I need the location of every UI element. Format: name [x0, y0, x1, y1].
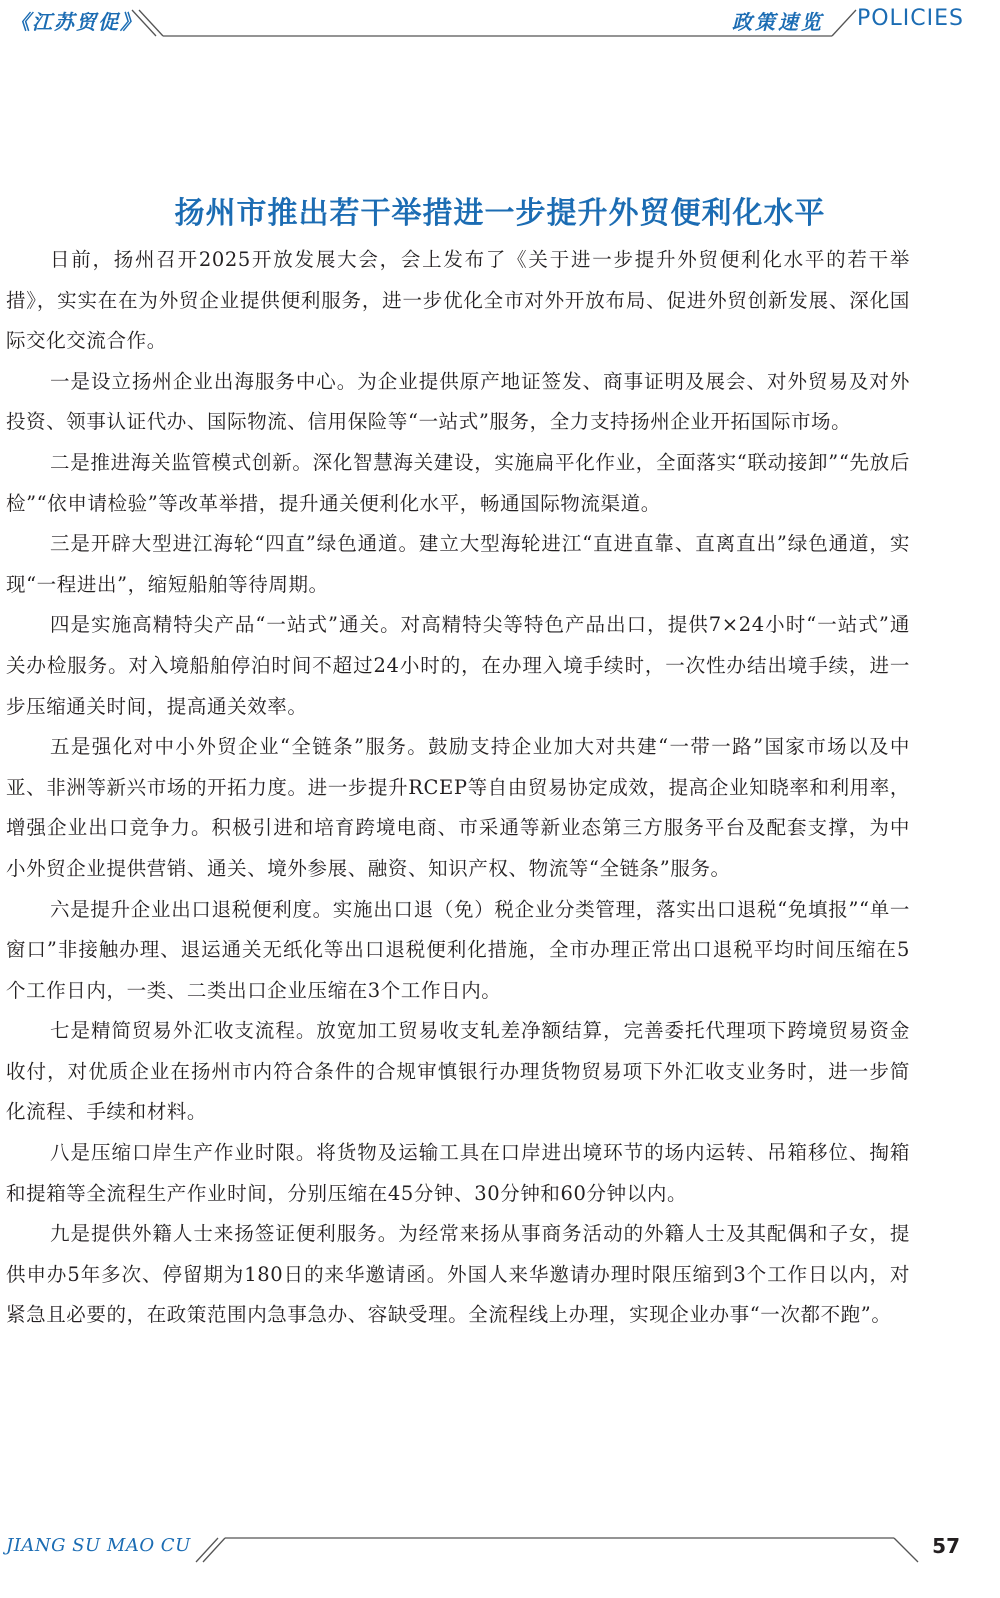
- article-paragraph: 九是提供外籍人士来扬签证便利服务。为经常来扬从事商务活动的外籍人士及其配偶和子女，提供申办5年多次、停留期为180日的来华邀请函。外国人来华邀请办理时限压缩到3个工作日以内，对紧急且必要的，在政策范围内急事急办、容缺受理。全流程线上办理，实现企业办事“一次都不跑”。: [6, 1222, 910, 1327]
- article-title: 扬州市推出若干举措进一步提升外贸便利化水平: [174, 196, 826, 232]
- article-body: [6, 240, 910, 1336]
- page-header: [0, 0, 1000, 50]
- page-number: 57: [932, 1534, 960, 1558]
- article-paragraph: 六是提升企业出口退税便利度。实施出口退（免）税企业分类管理，落实出口退税“免填报”“单一窗口”非接触办理、退运通关无纸化等出口退税便利化措施，全市办理正常出口退税平均时间压缩在5个工作日内，一类、二类出口企业压缩在3个工作日内。: [6, 897, 910, 1002]
- article-paragraph: 三是开辟大型进江海轮“四直”绿色通道。建立大型海轮进江“直进直靠、直离直出”绿色通道，实现“一程进出”，缩短船舶等待周期。: [6, 532, 910, 596]
- article-paragraph: 一是设立扬州企业出海服务中心。为企业提供原产地证签发、商事证明及展会、对外贸易及对外投资、领事认证代办、国际物流、信用保险等“一站式”服务，全力支持扬州企业开拓国际市场。: [6, 369, 910, 434]
- article-paragraph: 五是强化对中小外贸企业“全链条”服务。鼓励支持企业加大对共建“一带一路”国家市场以及中亚、非洲等新兴市场的开拓力度。进一步提升RCEP等自由贸易协定成效，提高企业知晓率和利用率，增强企业出口竞争力。积极引进和培育跨境电商、市采通等新业态第三方服务平台及配套支撑，为中小外贸企业提供营销、通关、境外参展、融资、知识产权、物流等“全链条”服务。: [6, 735, 910, 880]
- article-paragraph: 八是压缩口岸生产作业时限。将货物及运输工具在口岸进出境环节的场内运转、吊箱移位、掏箱和提箱等全流程生产作业时间，分别压缩在45分钟、30分钟和60分钟以内。: [6, 1141, 910, 1205]
- header-rule: [0, 0, 1000, 50]
- article-paragraph: 二是推进海关监管模式创新。深化智慧海关建设，实施扁平化作业，全面落实“联动接卸”“先放后检”“依申请检验”等改革举措，提升通关便利化水平，畅通国际物流渠道。: [6, 450, 910, 515]
- section-title-en: POLICIES: [856, 6, 964, 31]
- page-footer: [0, 1530, 1000, 1598]
- article-paragraph: 四是实施高精特尖产品“一站式”通关。对高精特尖等特色产品出口，提供7×24小时“一站式”通关办检服务。对入境船舶停泊时间不超过24小时的，在办理入境手续时，一次性办结出境手续，进一步压缩通关时间，提高通关效率。: [6, 613, 910, 718]
- article-paragraph: 七是精简贸易外汇收支流程。放宽加工贸易收支轧差净额结算，完善委托代理项下跨境贸易资金收付，对优质企业在扬州市内符合条件的合规审慎银行办理货物贸易项下外汇收支业务时，进一步简化流程、手续和材料。: [6, 1019, 910, 1124]
- section-title-cn: 政策速览: [732, 10, 824, 34]
- footer-brand: JIANG SU MAO CU: [6, 1535, 191, 1556]
- magazine-brand: 《江苏贸促》: [10, 10, 142, 34]
- article-paragraph: 日前，扬州召开2025开放发展大会，会上发布了《关于进一步提升外贸便利化水平的若干举措》，实实在在为外贸企业提供便利服务，进一步优化全市对外开放布局、促进外贸创新发展、深化国际交化交流合作。: [6, 248, 910, 353]
